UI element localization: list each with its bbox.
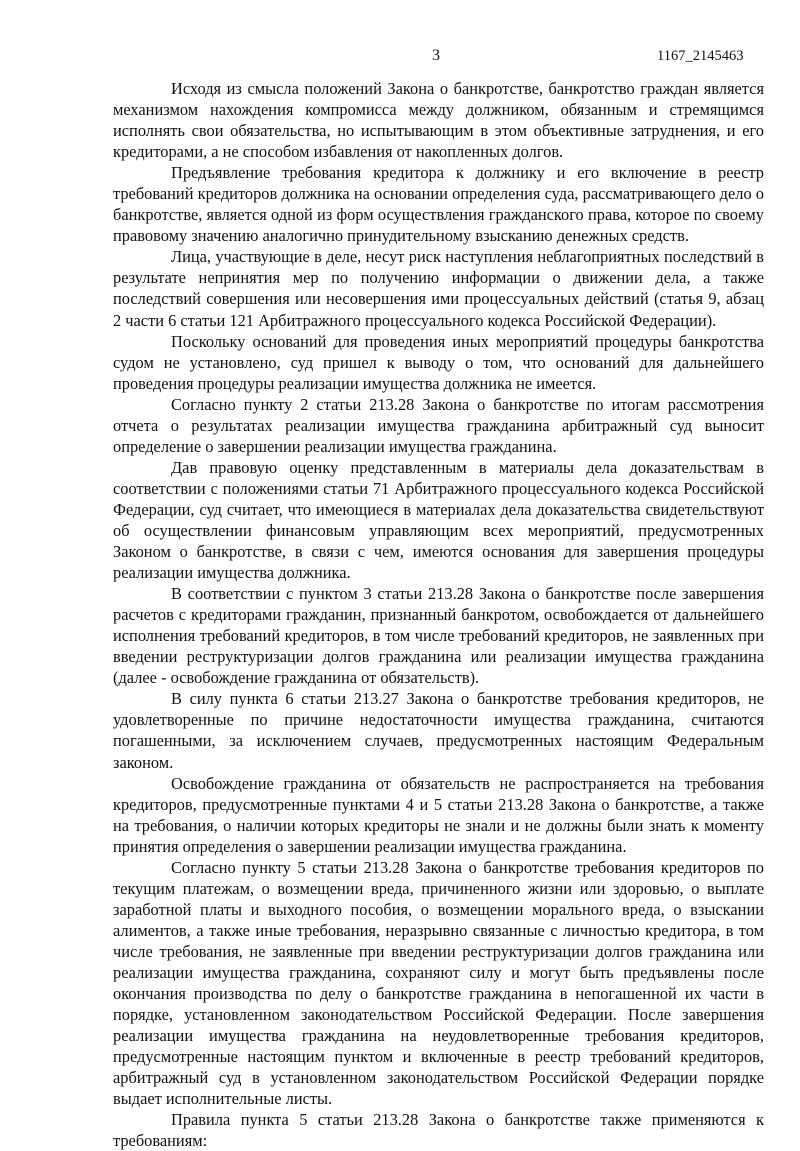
document-body xyxy=(113,78,764,1151)
paragraph-release-exceptions: Освобождение гражданина от обязательств не распространяется на требования кредиторов, предусмотренные пунктами 4 и 5 статьи 213.28 Закона о банкротстве, а также на требования, о наличии которых кредиторы не знали и не должны были знать к моменту принятия определения о завершении реализации имущества гражданина. xyxy=(113,773,764,856)
paragraph-rules-also-apply: Правила пункта 5 статьи 213.28 Закона о банкротстве также применяются к требованиям: xyxy=(113,1110,764,1151)
paragraph-clause-5-art-213-28: Согласно пункту 5 статьи 213.28 Закона о банкротстве требования кредиторов по текущим платежам, о возмещении вреда, причиненного жизни или здоровью, о выплате заработной платы и выходного пособия, о возмещении морального вреда, о взыскании алиментов, а также иные требования, неразрывно связанные с личностью кредитора, в том числе требования, не заявленные при введении реструктуризации долгов гражданина или реализации имущества гражданина, сохраняют силу и могут быть предъявлены после окончания производства по делу о банкротстве гражданина в непогашенной их части в порядке, установленном законодательством Российской Федерации. После завершения реализации имущества гражданина на неудовлетворенные требования кредиторов, предусмотренные настоящим пунктом и включенные в реестр требований кредиторов, арбитражный суд в установленном законодательством Российской Федерации порядке выдает исполнительные листы. xyxy=(113,857,764,1109)
page-number: 3 xyxy=(432,47,440,64)
paragraph-creditor-claim: Предъявление требования кредитора к должнику и его включение в реестр требований кредиторов должника на основании определения суда, рассматривающего дело о банкротстве, является одной из форм осуществления гражданского права, которое по своему правовому значению аналогично принудительному взысканию денежных средств. xyxy=(113,163,764,246)
paragraph-clause-6-art-213-27: В силу пункта 6 статьи 213.27 Закона о банкротстве требования кредиторов, не удовлетворенные по причине недостаточности имущества гражданина, считаются погашенными, за исключением случаев, предусмотренных настоящим Федеральным законом. xyxy=(113,689,764,772)
case-number: 1167_2145463 xyxy=(657,48,744,64)
paragraph-legal-assessment: Дав правовую оценку представленным в материалы дела доказательствам в соответствии с положениями статьи 71 Арбитражного процессуального кодекса Российской Федерации, суд считает, что имеющиеся в материалах дела доказательства свидетельствуют об осуществлении финансовым управляющим всех мероприятий, предусмотренных Законом о банкротстве, в связи с чем, имеются основания для завершения процедуры реализации имущества должника. xyxy=(113,457,764,583)
paragraph-participants-risk: Лица, участвующие в деле, несут риск наступления неблагоприятных последствий в результате непринятия мер по получению информации о движении дела, а также последствий совершения или несовершения ими процессуальных действий (статья 9, абзац 2 части 6 статьи 121 Арбитражного процессуального кодекса Российской Федерации). xyxy=(113,247,764,330)
paragraph-clause-2-art-213-28: Согласно пункту 2 статьи 213.28 Закона о банкротстве по итогам рассмотрения отчета о результатах реализации имущества гражданина арбитражный суд выносит определение о завершении реализации имущества гражданина. xyxy=(113,394,764,456)
paragraph-clause-3-art-213-28: В соответствии с пунктом 3 статьи 213.28 Закона о банкротстве после завершения расчетов с кредиторами гражданин, признанный банкротом, освобождается от дальнейшего исполнения требований кредиторов, в том числе требований кредиторов, не заявленных при введении реструктуризации долгов гражданина или реализации имущества гражданина (далее - освобождение гражданина от обязательств). xyxy=(113,584,764,688)
paragraph-no-further-grounds: Поскольку оснований для проведения иных мероприятий процедуры банкротства судом не установлено, суд пришел к выводу о том, что оснований для дальнейшего проведения процедуры реализации имущества должника не имеется. xyxy=(113,331,764,393)
paragraph-bankruptcy-purpose: Исходя из смысла положений Закона о банкротстве, банкротство граждан является механизмом нахождения компромисса между должником, обязанным и стремящимся исполнять свои обязательства, но испытывающим в этом объективные затруднения, и его кредиторами, а не способом избавления от накопленных долгов. xyxy=(113,79,764,162)
